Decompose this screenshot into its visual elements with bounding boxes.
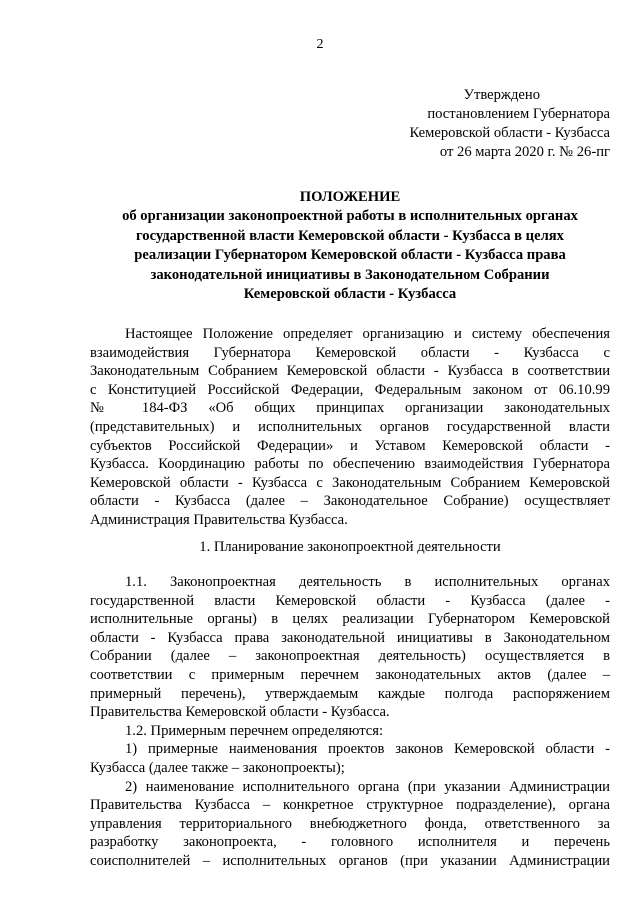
page-number: 2	[316, 37, 324, 52]
text-line: 1.1. Законопроектная деятельность в исполнительных органах	[125, 574, 610, 590]
text-line: Администрация Правительства Кузбасса.	[90, 511, 348, 528]
approval-line-2: постановлением Губернатора	[427, 106, 610, 122]
text-line: (представительных) и исполнительных органов государственной власти	[90, 418, 610, 435]
title-line-6: Кемеровской области - Кузбасса	[243, 286, 457, 303]
paragraph-1-1	[90, 573, 610, 871]
approval-line-4: от 26 марта 2020 г. № 26-пг	[439, 144, 610, 160]
paragraph-1-2: 1.2. Примерным перечнем определяются:	[125, 722, 383, 739]
approval-line-3: Кемеровской области - Кузбасса	[409, 125, 610, 141]
text-line: взаимодействия Губернатора Кемеровской области - Кузбасса с	[90, 344, 610, 361]
text-line: области - Кузбасса (далее – Законодательное Собрание) осуществляет	[90, 493, 610, 510]
text-line: Правительства Кузбасса – конкретное структурное подразделение), органа	[90, 797, 610, 814]
title-line-3: государственной власти Кемеровской области - Кузбасса в целях	[136, 227, 564, 244]
document-title	[90, 188, 610, 304]
title-line-1: ПОЛОЖЕНИЕ	[299, 189, 401, 205]
text-line: Кемеровской области - Кузбасса с Законодательным Собранием Кемеровской	[90, 474, 610, 491]
text-line: разработку законопроекта, - головного исполнителя и перечень	[90, 834, 610, 851]
text-line: управления территориального внебюджетного фонда, ответственного за	[90, 815, 610, 832]
text-line: соответствии с примерным перечнем законодательных актов (далее –	[90, 666, 610, 683]
section-heading: 1. Планирование законопроектной деятельности	[199, 539, 501, 555]
text-line: Настоящее Положение определяет организацию и систему обеспечения	[125, 326, 610, 342]
approval-stamp	[300, 86, 610, 162]
title-line-4: реализации Губернатором Кемеровской области - Кузбасса права	[134, 247, 566, 264]
text-line: области - Кузбасса права законодательной инициативы в Законодательном	[90, 629, 610, 646]
text-line: субъектов Российской Федерации» и Уставом Кемеровской области -	[90, 437, 610, 454]
text-line: примерный перечень), утверждаемым каждые полгода распоряжением	[90, 685, 610, 702]
text-line: исполнительные органы) в целях реализации Губернатором Кемеровской	[90, 611, 610, 628]
text-line: с Конституцией Российской Федерации, Федеральным законом от 06.10.99	[90, 381, 610, 398]
text-line: соисполнителей – исполнительных органов (при указании Администрации	[90, 852, 610, 869]
text-line: Собрании (далее – законопроектная деятельность) осуществляется в	[90, 648, 610, 665]
intro-paragraph	[90, 325, 610, 530]
text-line: государственной власти Кемеровской области - Кузбасса (далее -	[90, 592, 610, 609]
text-line: Правительства Кемеровской области - Кузбасса.	[90, 704, 390, 721]
text-line: Законодательным Собранием Кемеровской области - Кузбасса в соответствии	[90, 363, 610, 380]
text-line: 2) наименование исполнительного органа (при указании Администрации	[125, 778, 610, 795]
title-line-2: об организации законопроектной работы в исполнительных органах	[122, 208, 578, 225]
text-line: 1) примерные наименования проектов законов Кемеровской области -	[125, 741, 610, 758]
text-line: № 184-ФЗ «Об общих принципах организации законодательных	[90, 400, 610, 417]
text-line: Кузбасса (далее также – законопроекты);	[90, 759, 345, 776]
text-line: Кузбасса. Координацию работы по обеспечению взаимодействия Губернатора	[90, 456, 610, 473]
approval-line-1: Утверждено	[463, 87, 540, 103]
title-line-5: законодательной инициативы в Законодательном Собрании	[150, 266, 550, 283]
